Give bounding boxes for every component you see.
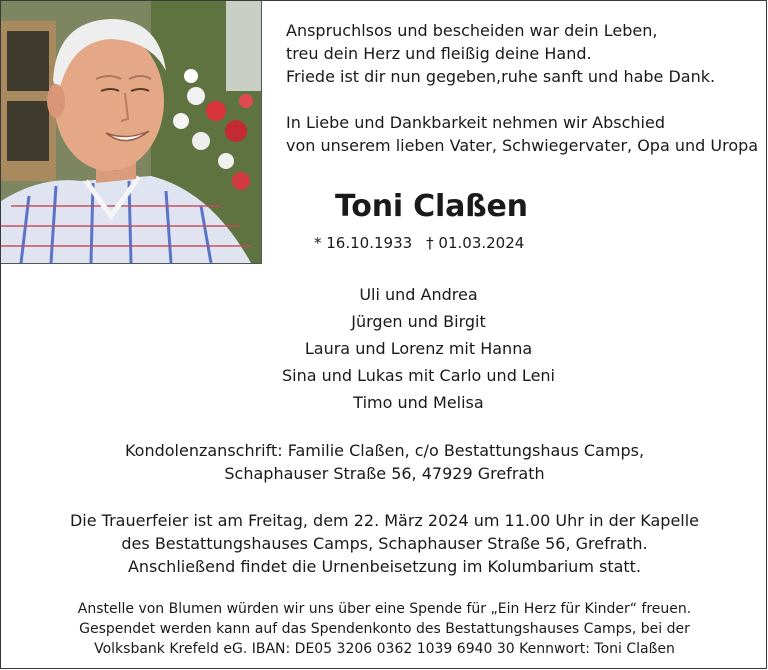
condolence-line: Kondolenzanschrift: Familie Claßen, c/o Bestattungshaus Camps, — [124, 441, 645, 460]
death-date: † 01.03.2024 — [426, 234, 525, 252]
poem-line: Friede ist dir nun gegeben,ruhe sanft und habe Dank. — [286, 67, 716, 86]
donation-line: Gespendet werden kann auf das Spendenkonto des Bestattungshauses Camps, bei der — [79, 621, 690, 637]
funeral-service-info — [1, 509, 768, 578]
family-member: Laura und Lorenz mit Hanna — [304, 339, 533, 358]
portrait-photo — [1, 1, 262, 264]
condolence-line: Schaphauser Straße 56, 47929 Grefrath — [224, 464, 545, 483]
poem-line: In Liebe und Dankbarkeit nehmen wir Abschied — [286, 113, 665, 132]
birth-date: * 16.10.1933 — [314, 234, 413, 252]
family-member: Jürgen und Birgit — [351, 312, 486, 331]
service-line: des Bestattungshauses Camps, Schaphauser Straße 56, Grefrath. — [121, 534, 648, 553]
service-line: Die Trauerfeier ist am Freitag, dem 22. März 2024 um 11.00 Uhr in der Kapelle — [69, 511, 700, 530]
donation-line: Anstelle von Blumen würden wir uns über eine Spende für „Ein Herz für Kinder“ freuen. — [77, 601, 692, 617]
poem-line: treu dein Herz und fleißig deine Hand. — [286, 44, 592, 63]
donation-line: Volksbank Krefeld eG. IBAN: DE05 3206 0362 1039 6940 30 Kennwort: Toni Claßen — [94, 641, 675, 657]
family-member: Uli und Andrea — [359, 285, 478, 304]
family-member: Timo und Melisa — [353, 393, 484, 412]
family-member: Sina und Lukas mit Carlo und Leni — [282, 366, 555, 385]
donation-info — [1, 599, 768, 659]
poem — [286, 19, 759, 157]
service-line: Anschließend findet die Urnenbeisetzung im Kolumbarium statt. — [127, 557, 642, 576]
poem-line: Anspruchlsos und bescheiden war dein Leben, — [286, 21, 658, 40]
condolence-address — [1, 439, 768, 485]
life-dates — [314, 234, 538, 252]
poem-line: von unserem lieben Vater, Schwiegervater, Opa und Uropa — [286, 136, 759, 155]
family-list — [261, 281, 576, 416]
deceased-name: Toni Claßen — [335, 189, 528, 224]
portrait-photo-icon — [1, 1, 261, 263]
